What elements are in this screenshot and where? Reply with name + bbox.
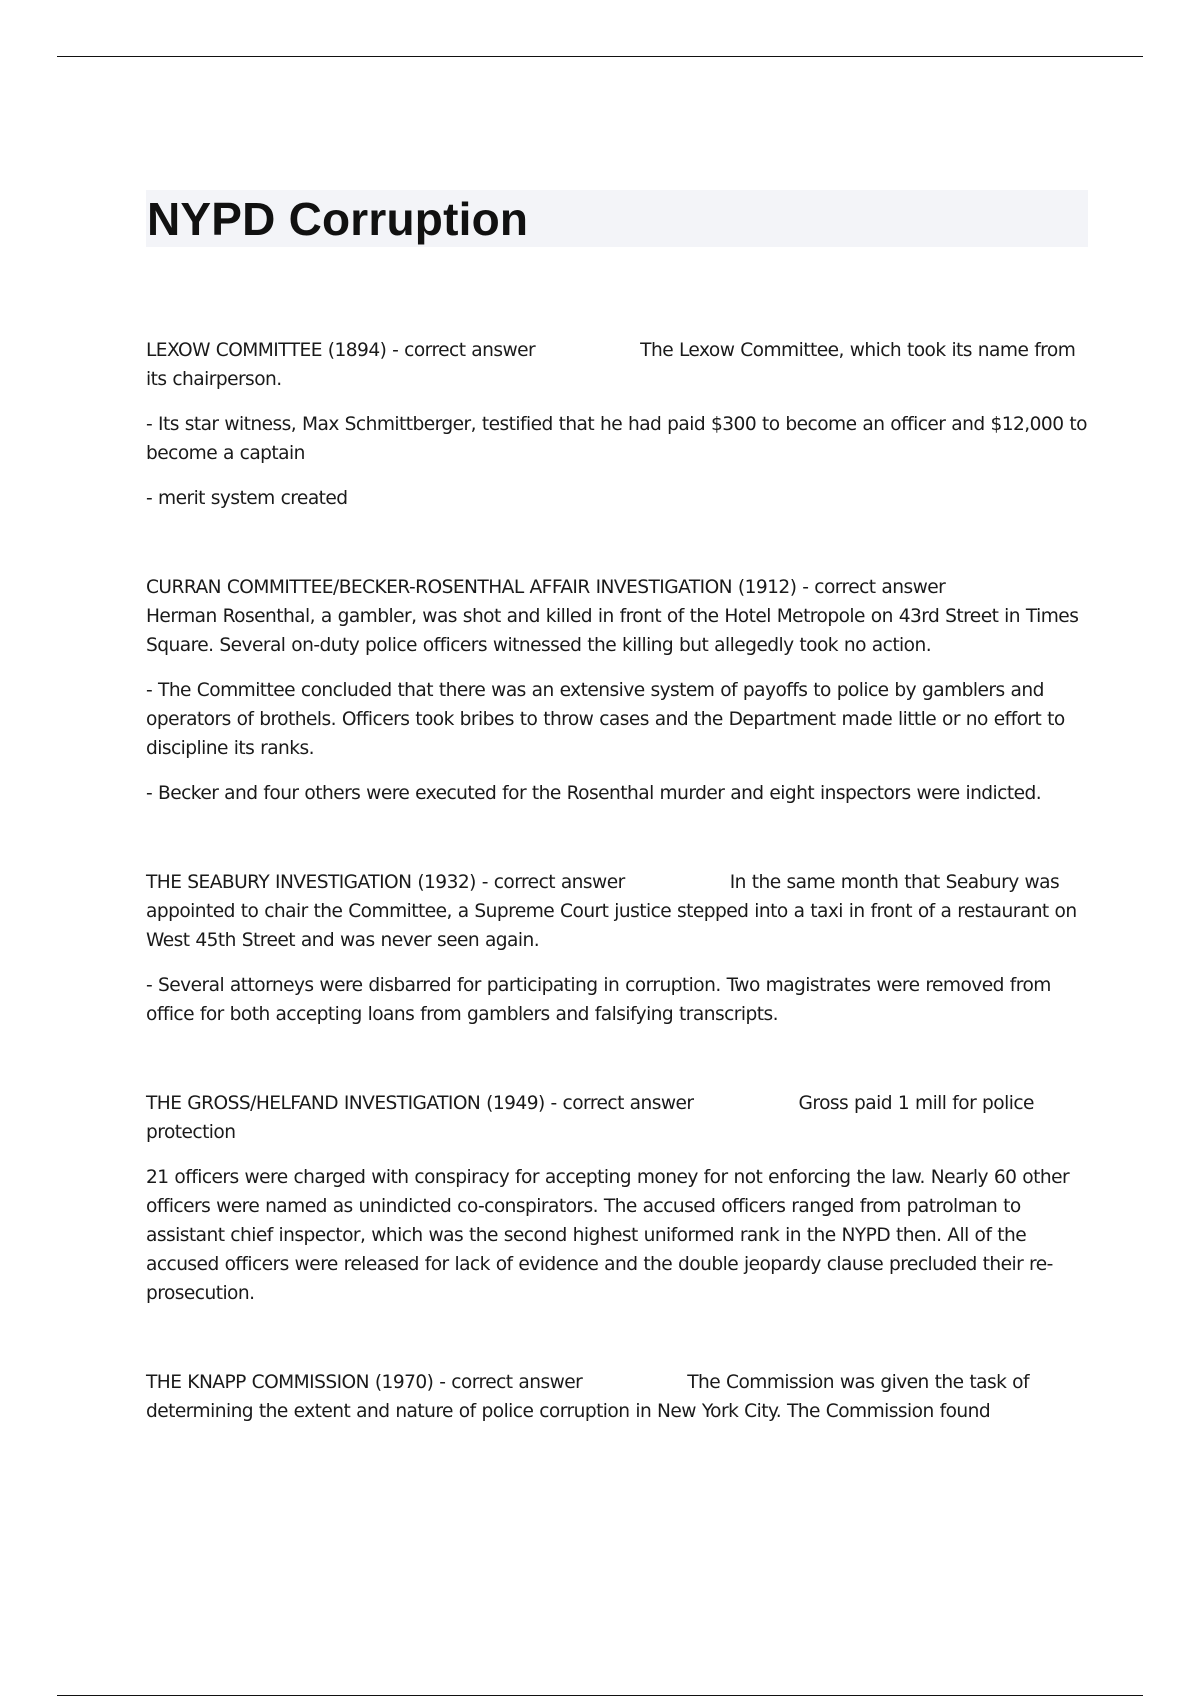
question-answer <box>146 868 1088 955</box>
section-seabury <box>146 868 1088 1029</box>
question-answer <box>146 1368 1088 1426</box>
question-heading: THE SEABURY INVESTIGATION (1932) - correct answer <box>146 872 625 893</box>
bullet-point: 21 officers were charged with conspiracy for accepting money for not enforcing the law. Nearly 60 other officers were named as unindicted co-conspirators. The accused officers ranged from patrolman to assistant chief inspector, which was the second highest uniformed rank in the NYPD then. All of the accused officers were released for lack of evidence and the double jeopardy clause precluded their re-prosecution. <box>146 1167 1070 1304</box>
bullet-point: - Its star witness, Max Schmittberger, testified that he had paid $300 to become an officer and $12,000 to become a captain <box>146 414 1087 464</box>
page-bottom-rule <box>57 1695 1143 1696</box>
section-knapp <box>146 1368 1088 1426</box>
question-heading: LEXOW COMMITTEE (1894) - correct answer <box>146 340 536 361</box>
document-title: NYPD Corruption <box>147 193 529 245</box>
answer-text: The Commission was given the task of determining the extent and nature of police corruption in New York City. The Commission found <box>146 1372 1029 1422</box>
bullet-point: - The Committee concluded that there was an extensive system of payoffs to police by gamblers and operators of brothels. Officers took bribes to throw cases and the Department made little or no effort to discipline its ranks. <box>146 680 1065 759</box>
answer-text: Gross paid 1 mill for police protection <box>146 1093 1034 1143</box>
page-top-rule <box>57 56 1143 57</box>
section-lexow <box>146 336 1088 513</box>
question-answer <box>146 336 1088 394</box>
answer-text: In the same month that Seabury was appointed to chair the Committee, a Supreme Court justice stepped into a taxi in front of a restaurant on West 45th Street and was never seen again. <box>146 872 1077 951</box>
question-answer <box>146 573 1088 660</box>
answer-text: Herman Rosenthal, a gambler, was shot and killed in front of the Hotel Metropole on 43rd Street in Times Square. Several on-duty police officers witnessed the killing but allegedly took no action. <box>146 606 1079 656</box>
question-heading: THE KNAPP COMMISSION (1970) - correct answer <box>146 1372 583 1393</box>
question-heading: CURRAN COMMITTEE/BECKER-ROSENTHAL AFFAIR INVESTIGATION (1912) - correct answer <box>146 577 946 598</box>
section-curran <box>146 573 1088 808</box>
bullet-point: - merit system created <box>146 488 348 509</box>
question-answer <box>146 1089 1088 1147</box>
bullet-point: - Becker and four others were executed for the Rosenthal murder and eight inspectors were indicted. <box>146 783 1042 804</box>
answer-text: The Lexow Committee, which took its name from its chairperson. <box>146 340 1076 390</box>
document-body <box>146 336 1088 1442</box>
question-heading: THE GROSS/HELFAND INVESTIGATION (1949) - correct answer <box>146 1093 694 1114</box>
section-gross-helfand <box>146 1089 1088 1308</box>
bullet-point: - Several attorneys were disbarred for participating in corruption. Two magistrates were removed from office for both accepting loans from gamblers and falsifying transcripts. <box>146 975 1051 1025</box>
